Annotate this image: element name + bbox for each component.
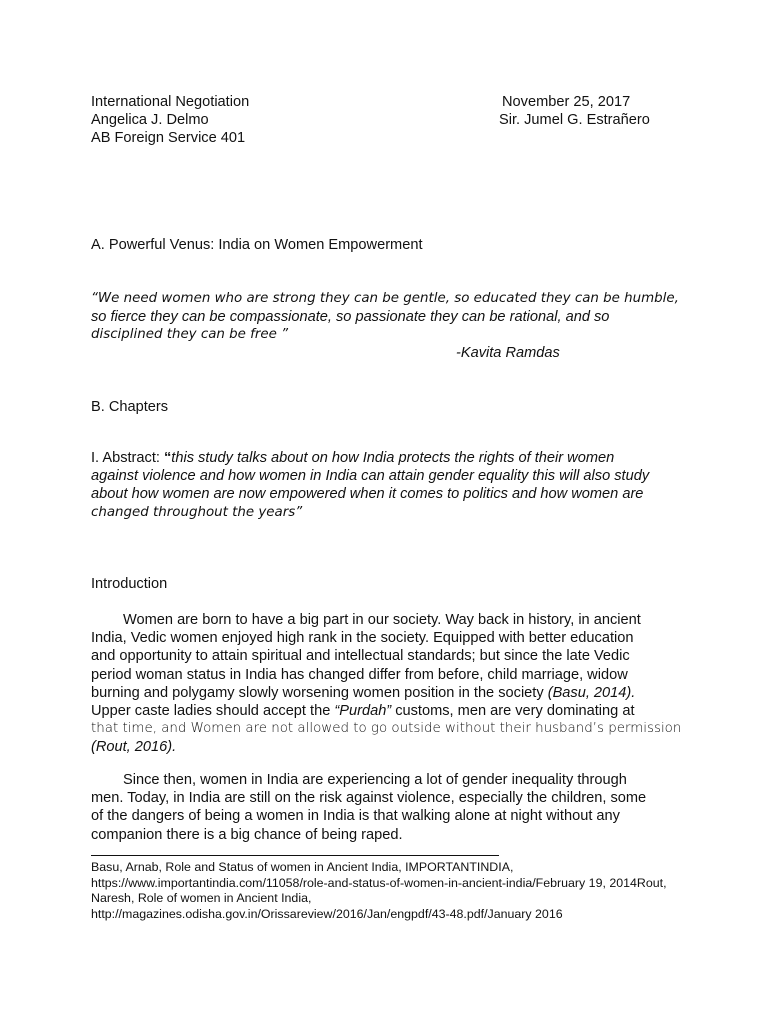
abstract-line: about how women are now empowered when it comes to politics and how women are xyxy=(91,486,644,503)
footnote-link[interactable]: https://www.importantindia.com/11058/role-and-status-of-women-in-ancient-india/February 19, 2014Rout, xyxy=(91,875,667,890)
student-name: Angelica J. Delmo xyxy=(91,112,209,128)
paragraph-line: that time, and Women are not allowed to go outside without their husband’s permission xyxy=(91,721,682,737)
section-a-title: A. Powerful Venus: India on Women Empowerment xyxy=(91,237,423,253)
abstract-line: changed throughout the years” xyxy=(91,504,303,520)
abstract-line: against violence and how women in India can attain gender equality this will also study xyxy=(91,468,650,485)
abstract-paragraph xyxy=(91,449,691,522)
introduction-heading: Introduction xyxy=(91,576,168,592)
introduction-paragraph-1 xyxy=(91,611,691,757)
abstract-label: I. Abstract: xyxy=(91,450,164,466)
quote-line: so fierce they can be compassionate, so passionate they can be rational, and so xyxy=(91,309,610,326)
epigraph-quote xyxy=(91,290,691,345)
section-b-title: B. Chapters xyxy=(91,399,169,415)
citation: (Rout, 2016). xyxy=(91,739,177,756)
footnote-line: Basu, Arnab, Role and Status of women in Ancient India, IMPORTANTINDIA, xyxy=(91,860,514,874)
paragraph-line: Women are born to have a big part in our society. Way back in history, in ancient xyxy=(123,612,641,628)
paragraph-line: companion there is a big chance of being raped. xyxy=(91,826,403,843)
paragraph-line: men. Today, in India are still on the risk against violence, especially the children, some xyxy=(91,790,647,807)
paragraph-line: Upper caste ladies should accept the xyxy=(91,703,335,720)
introduction-paragraph-2 xyxy=(91,771,691,844)
quote-attribution: -Kavita Ramdas xyxy=(456,345,560,361)
footnote-link[interactable]: http://magazines.odisha.gov.in/Orissareview/2016/Jan/engpdf/43-48.pdf/January 2016 xyxy=(91,906,563,921)
quote-line: “We need women who are strong they can be gentle, so educated they can be humble, xyxy=(91,291,679,306)
program-name: AB Foreign Service 401 xyxy=(91,130,246,146)
footnotes xyxy=(91,860,691,922)
quote-line: disciplined they can be free ” xyxy=(91,327,289,343)
abstract-open-quote: “ xyxy=(164,450,172,466)
paragraph-line: period woman status in India has changed differ from before, child marriage, widow xyxy=(91,666,628,683)
instructor-name: Sir. Jumel G. Estrañero xyxy=(499,112,650,128)
paragraph-line: of the dangers of being a women in India is that walking alone at night without any xyxy=(91,808,620,825)
document-date: November 25, 2017 xyxy=(502,94,631,110)
paragraph-line: burning and polygamy slowly worsening women position in the society xyxy=(91,684,548,701)
purdah-term: “Purdah” xyxy=(334,703,392,720)
paragraph-line: customs, men are very dominating at xyxy=(391,703,635,720)
abstract-line: this study talks about on how India protects the rights of their women xyxy=(171,450,615,466)
footnote-line: Naresh, Role of women in Ancient India, xyxy=(91,891,312,906)
course-name: International Negotiation xyxy=(91,94,250,110)
citation: (Basu, 2014). xyxy=(547,684,636,701)
paragraph-line: Since then, women in India are experiencing a lot of gender inequality through xyxy=(123,772,627,788)
paragraph-line: India, Vedic women enjoyed high rank in the society. Equipped with better education xyxy=(91,630,634,647)
paragraph-line: and opportunity to attain spiritual and intellectual standards; but since the late Vedic xyxy=(91,648,630,665)
footnote-divider xyxy=(91,855,499,856)
